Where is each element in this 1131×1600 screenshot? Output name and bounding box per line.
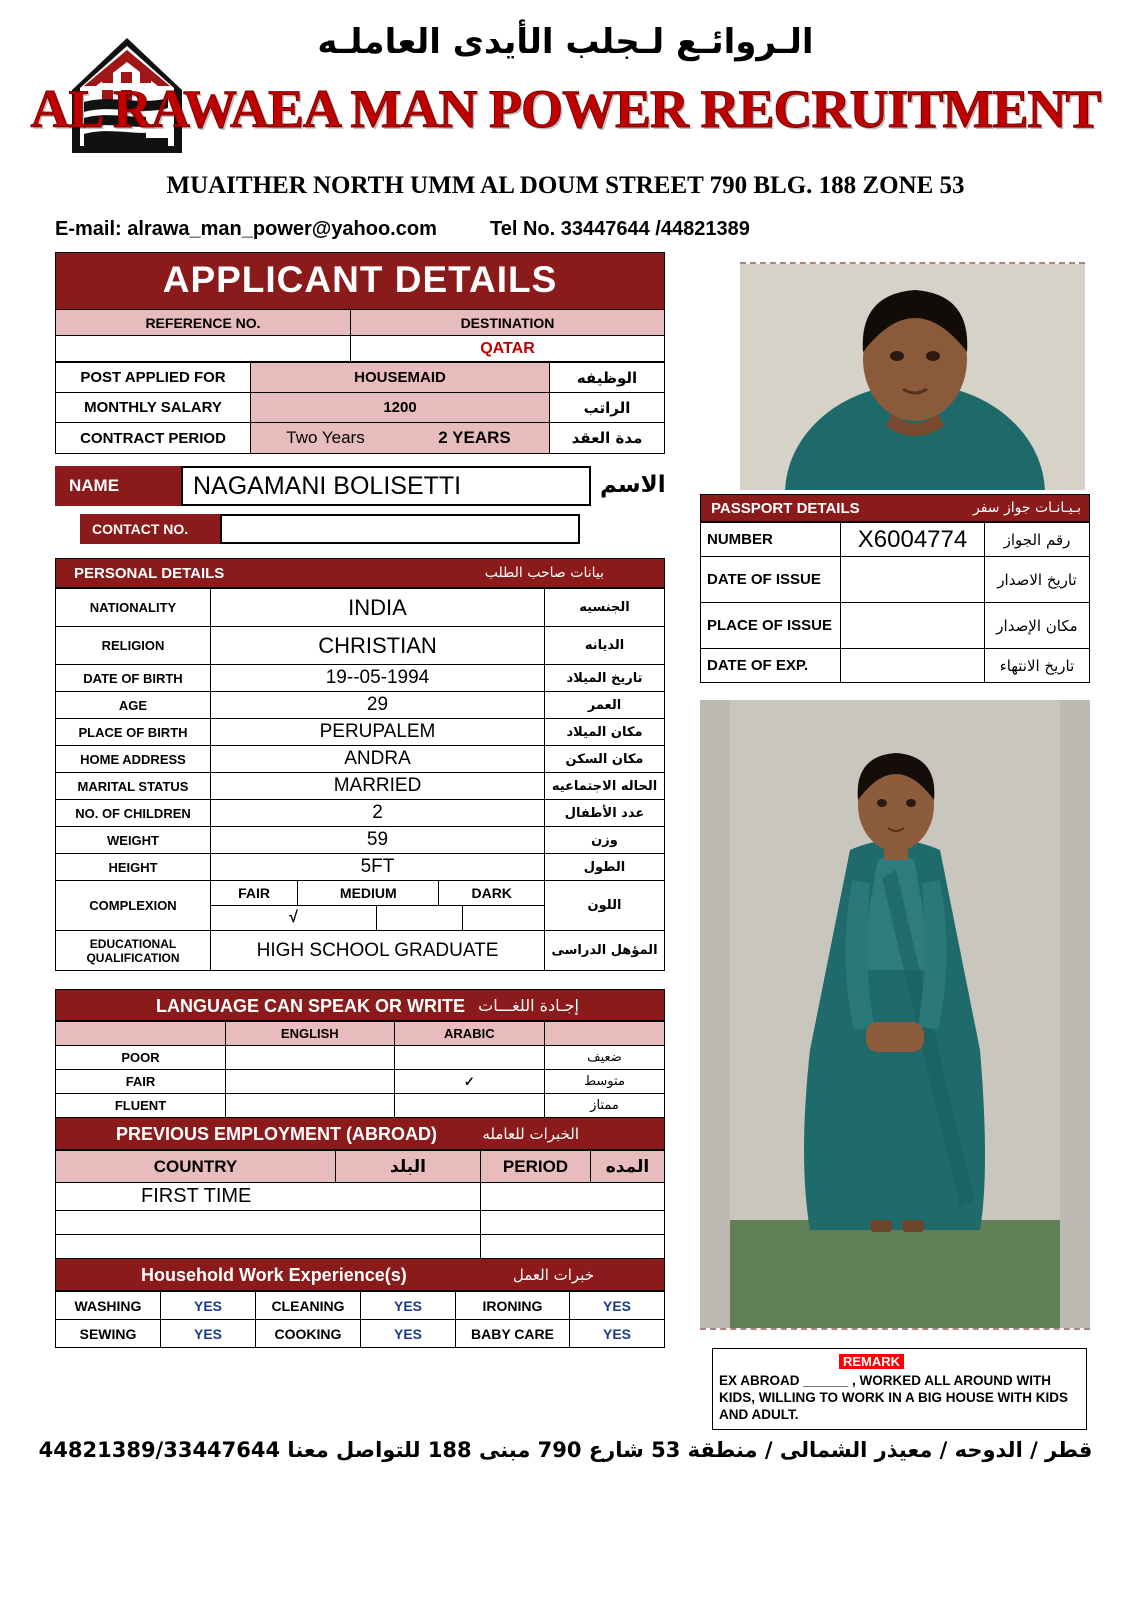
passport-details-header bbox=[700, 494, 1090, 522]
left-column bbox=[55, 252, 665, 1348]
home-address-value: ANDRA bbox=[211, 746, 545, 773]
religion-arabic: الديانه bbox=[545, 627, 665, 665]
name-field[interactable]: NAGAMANI BOLISETTI bbox=[181, 466, 591, 506]
table-row bbox=[56, 854, 665, 881]
household-experience-label: Household Work Experience(s) bbox=[141, 1265, 407, 1285]
household-sewing-label: SEWING bbox=[56, 1320, 161, 1348]
complexion-mark-medium[interactable] bbox=[376, 906, 462, 930]
monthly-salary-arabic: الراتب bbox=[550, 393, 665, 423]
reference-destination-table bbox=[55, 309, 665, 362]
personal-details-table bbox=[55, 588, 665, 971]
household-experience-header bbox=[55, 1259, 665, 1291]
employment-period-3[interactable] bbox=[481, 1235, 665, 1259]
contact-line bbox=[55, 218, 1055, 241]
language-level-fluent: FLUENT bbox=[56, 1094, 226, 1118]
household-cooking-value[interactable]: YES bbox=[361, 1320, 456, 1348]
previous-employment-arabic: الخبرات للعامله bbox=[482, 1125, 579, 1143]
household-experience-arabic: خبرات العمل bbox=[512, 1266, 594, 1284]
footer-address-line: قطر / الدوحه / معيذر الشمالى / منطقة 53 شارع 790 مبنى 188 للتواصل معنا 44821389/33447644 bbox=[38, 1438, 1093, 1462]
table-row bbox=[701, 649, 1090, 683]
remark-text: EX ABROAD ______ , WORKED ALL AROUND WITH KIDS, WILLING TO WORK IN A BIG HOUSE WITH KIDS AND ADULT. bbox=[719, 1373, 1068, 1422]
complexion-row bbox=[56, 881, 665, 906]
passport-number-arabic: رقم الجواز bbox=[985, 523, 1090, 557]
table-header-row bbox=[56, 1151, 665, 1183]
post-applied-arabic: الوظيفه bbox=[550, 363, 665, 393]
table-row bbox=[56, 719, 665, 746]
language-fluent-arabic-label: ممتاز bbox=[545, 1094, 665, 1118]
table-row bbox=[56, 692, 665, 719]
table-row bbox=[56, 363, 665, 393]
company-name-english: AL RAWAEA MAN POWER RECRUITMENT bbox=[30, 79, 1101, 139]
education-arabic: المؤهل الدراسى bbox=[545, 931, 665, 971]
applicant-full-length-photo bbox=[700, 700, 1090, 1330]
household-babycare-label: BABY CARE bbox=[456, 1320, 570, 1348]
household-cooking-label: COOKING bbox=[256, 1320, 361, 1348]
table-row bbox=[56, 1094, 665, 1118]
home-address-arabic: مكان السكن bbox=[545, 746, 665, 773]
company-name-arabic: الـروائـع لـجلب الأيدى العاملـه bbox=[317, 22, 814, 62]
contract-period-label: CONTRACT PERIOD bbox=[56, 423, 251, 454]
table-row bbox=[56, 665, 665, 692]
employment-period-2[interactable] bbox=[481, 1211, 665, 1235]
contact-no-field[interactable] bbox=[220, 514, 580, 544]
contact-no-label: CONTACT NO. bbox=[80, 514, 220, 544]
monthly-salary-label: MONTHLY SALARY bbox=[56, 393, 251, 423]
reference-no-value bbox=[56, 336, 351, 362]
weight-label: WEIGHT bbox=[56, 827, 211, 854]
language-col-arabic: ARABIC bbox=[394, 1022, 544, 1046]
period-col-label: PERIOD bbox=[481, 1151, 591, 1183]
table-row bbox=[56, 1320, 665, 1348]
passport-expiry-label: DATE OF EXP. bbox=[701, 649, 841, 683]
language-level-col bbox=[56, 1022, 226, 1046]
table-row bbox=[701, 603, 1090, 649]
post-applied-label: POST APPLIED FOR bbox=[56, 363, 251, 393]
table-row bbox=[701, 557, 1090, 603]
name-label: NAME bbox=[55, 466, 181, 506]
no-of-children-label: NO. OF CHILDREN bbox=[56, 800, 211, 827]
table-header-row bbox=[56, 1022, 665, 1046]
weight-value: 59 bbox=[211, 827, 545, 854]
country-col-label: COUNTRY bbox=[56, 1151, 336, 1183]
language-level-poor: POOR bbox=[56, 1046, 226, 1070]
weight-arabic: وزن bbox=[545, 827, 665, 854]
language-table bbox=[55, 1021, 665, 1118]
language-poor-english[interactable] bbox=[226, 1046, 395, 1070]
language-arabic: إجـادة اللغـــات bbox=[478, 996, 579, 1015]
contact-row bbox=[55, 514, 665, 544]
household-cleaning-label: CLEANING bbox=[256, 1292, 361, 1320]
age-label: AGE bbox=[56, 692, 211, 719]
language-col-arabic-blank bbox=[545, 1022, 665, 1046]
no-of-children-arabic: عدد الأطفال bbox=[545, 800, 665, 827]
reference-no-label: REFERENCE NO. bbox=[56, 310, 351, 336]
marital-status-arabic: الحاله الاجتماعيه bbox=[545, 773, 665, 800]
passport-issue-place-arabic: مكان الإصدار bbox=[985, 603, 1090, 649]
contract-period-value: Two Years bbox=[286, 428, 365, 447]
date-of-birth-arabic: تاريخ الميلاد bbox=[545, 665, 665, 692]
remark-box bbox=[712, 1348, 1087, 1430]
passport-issue-place-label: PLACE OF ISSUE bbox=[701, 603, 841, 649]
company-address: MUAITHER NORTH UMM AL DOUM STREET 790 BLG. 188 ZONE 53 bbox=[166, 172, 965, 199]
applicant-details-banner: APPLICANT DETAILS bbox=[55, 252, 665, 309]
passport-issue-date-value[interactable] bbox=[841, 557, 985, 603]
nationality-value: INDIA bbox=[211, 589, 545, 627]
table-row bbox=[56, 1235, 665, 1259]
post-details-table bbox=[55, 362, 665, 454]
passport-expiry-arabic: تاريخ الانتهاء bbox=[985, 649, 1090, 683]
table-row bbox=[56, 1070, 665, 1094]
table-row bbox=[56, 589, 665, 627]
passport-details-label: PASSPORT DETAILS bbox=[711, 500, 860, 517]
date-of-birth-value: 19--05-1994 bbox=[211, 665, 545, 692]
education-value: HIGH SCHOOL GRADUATE bbox=[211, 931, 545, 971]
marital-status-value: MARRIED bbox=[211, 773, 545, 800]
home-address-label: HOME ADDRESS bbox=[56, 746, 211, 773]
table-row bbox=[56, 773, 665, 800]
date-of-birth-label: DATE OF BIRTH bbox=[56, 665, 211, 692]
passport-issue-date-arabic: تاريخ الاصدار bbox=[985, 557, 1090, 603]
language-poor-arabic[interactable] bbox=[394, 1046, 544, 1070]
previous-employment-header bbox=[55, 1118, 665, 1150]
personal-details-label: PERSONAL DETAILS bbox=[74, 565, 225, 582]
marital-status-label: MARITAL STATUS bbox=[56, 773, 211, 800]
language-level-fair: FAIR bbox=[56, 1070, 226, 1094]
complexion-option-medium[interactable]: MEDIUM bbox=[298, 881, 439, 905]
table-row bbox=[56, 1292, 665, 1320]
employment-country-2[interactable] bbox=[56, 1211, 481, 1235]
complexion-arabic: اللون bbox=[545, 881, 665, 931]
employment-country-1[interactable]: FIRST TIME bbox=[56, 1183, 481, 1211]
age-arabic: العمر bbox=[545, 692, 665, 719]
complexion-mark-fair[interactable]: √ bbox=[211, 906, 376, 930]
language-poor-arabic-label: ضعيف bbox=[545, 1046, 665, 1070]
destination-label: DESTINATION bbox=[351, 310, 665, 336]
name-row bbox=[55, 466, 665, 506]
passport-details-table bbox=[700, 522, 1090, 683]
household-sewing-value[interactable]: YES bbox=[161, 1320, 256, 1348]
household-washing-label: WASHING bbox=[56, 1292, 161, 1320]
employment-country-3[interactable] bbox=[56, 1235, 481, 1259]
table-row bbox=[56, 1211, 665, 1235]
household-ironing-label: IRONING bbox=[456, 1292, 570, 1320]
table-row bbox=[56, 627, 665, 665]
personal-details-header bbox=[55, 558, 665, 588]
country-col-arabic: البلد bbox=[336, 1151, 481, 1183]
complexion-option-fair[interactable]: FAIR bbox=[211, 881, 298, 905]
language-col-english: ENGLISH bbox=[226, 1022, 395, 1046]
language-header bbox=[55, 989, 665, 1021]
language-fair-arabic-label: متوسط bbox=[545, 1070, 665, 1094]
document-footer bbox=[0, 1438, 1131, 1462]
no-of-children-value: 2 bbox=[211, 800, 545, 827]
table-row bbox=[56, 1183, 665, 1211]
employment-period-1[interactable] bbox=[481, 1183, 665, 1211]
age-value: 29 bbox=[211, 692, 545, 719]
personal-details-arabic: بيانات صاحب الطلب bbox=[484, 565, 604, 581]
complexion-label: COMPLEXION bbox=[56, 881, 211, 931]
passport-issue-date-label: DATE OF ISSUE bbox=[701, 557, 841, 603]
post-applied-value: HOUSEMAID bbox=[251, 363, 550, 393]
language-fair-english[interactable] bbox=[226, 1070, 395, 1094]
height-value: 5FT bbox=[211, 854, 545, 881]
telephone-value: Tel No. 33447644 /44821389 bbox=[490, 218, 750, 240]
household-washing-value[interactable]: YES bbox=[161, 1292, 256, 1320]
language-label: LANGUAGE CAN SPEAK OR WRITE bbox=[156, 996, 466, 1016]
complexion-option-dark[interactable]: DARK bbox=[471, 885, 512, 901]
document-header bbox=[0, 0, 1131, 250]
email-label: E-mail: bbox=[55, 218, 122, 240]
household-experience-table bbox=[55, 1291, 665, 1348]
household-cleaning-value[interactable]: YES bbox=[361, 1292, 456, 1320]
email-value: alrawa_man_power@yahoo.com bbox=[127, 218, 437, 240]
education-row bbox=[56, 931, 665, 971]
table-row bbox=[56, 393, 665, 423]
remark-badge: REMARK bbox=[839, 1354, 904, 1369]
height-arabic: الطول bbox=[545, 854, 665, 881]
household-ironing-value[interactable]: YES bbox=[570, 1292, 665, 1320]
language-fluent-arabic[interactable] bbox=[394, 1094, 544, 1118]
religion-label: RELIGION bbox=[56, 627, 211, 665]
contract-period-value-alt: 2 YEARS bbox=[438, 428, 511, 447]
previous-employment-table bbox=[55, 1150, 665, 1259]
table-row bbox=[56, 423, 665, 454]
period-col-arabic: المده bbox=[591, 1151, 665, 1183]
passport-details-section bbox=[700, 494, 1090, 683]
nationality-label: NATIONALITY bbox=[56, 589, 211, 627]
table-row bbox=[701, 523, 1090, 557]
household-babycare-value[interactable]: YES bbox=[570, 1320, 665, 1348]
complexion-mark-dark[interactable] bbox=[463, 906, 544, 930]
monthly-salary-value: 1200 bbox=[251, 393, 550, 423]
height-label: HEIGHT bbox=[56, 854, 211, 881]
place-of-birth-label: PLACE OF BIRTH bbox=[56, 719, 211, 746]
contract-period-arabic: مدة العقد bbox=[550, 423, 665, 454]
table-row bbox=[56, 746, 665, 773]
table-row bbox=[56, 1046, 665, 1070]
nationality-arabic: الجنسيه bbox=[545, 589, 665, 627]
passport-number-label: NUMBER bbox=[701, 523, 841, 557]
religion-value: CHRISTIAN bbox=[211, 627, 545, 665]
table-row bbox=[56, 827, 665, 854]
passport-expiry-value[interactable] bbox=[841, 649, 985, 683]
education-label: EDUCATIONAL QUALIFICATION bbox=[56, 931, 211, 971]
table-row bbox=[56, 800, 665, 827]
language-fair-arabic[interactable]: ✓ bbox=[394, 1070, 544, 1094]
place-of-birth-value: PERUPALEM bbox=[211, 719, 545, 746]
destination-value: QATAR bbox=[351, 336, 665, 362]
name-arabic-label: الاسم bbox=[600, 472, 666, 498]
language-fluent-english[interactable] bbox=[226, 1094, 395, 1118]
passport-number-value: X6004774 bbox=[841, 523, 985, 557]
passport-issue-place-value[interactable] bbox=[841, 603, 985, 649]
passport-details-arabic: بـيـانـات جواز سفر bbox=[972, 500, 1081, 516]
applicant-passport-photo bbox=[740, 262, 1085, 490]
place-of-birth-arabic: مكان الميلاد bbox=[545, 719, 665, 746]
previous-employment-label: PREVIOUS EMPLOYMENT (ABROAD) bbox=[116, 1124, 438, 1144]
